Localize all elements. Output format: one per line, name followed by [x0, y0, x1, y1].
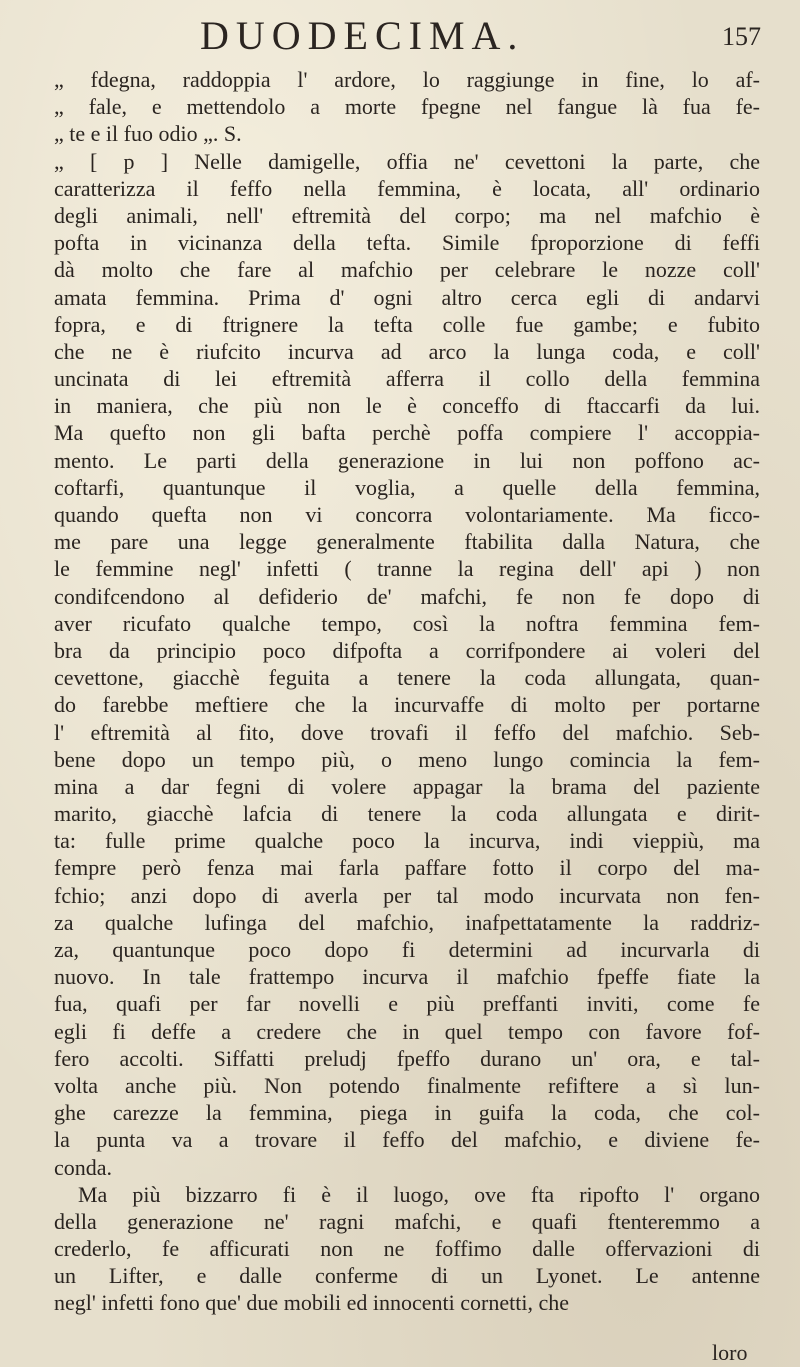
text-line: „ [ p ] Nelle damigelle, offia ne' cevettoni la parte, che [54, 148, 760, 174]
text-line: fua, quafi per far novelli e più preffanti inviti, come fe [54, 991, 760, 1017]
page-header [0, 14, 800, 58]
page-number: 157 [722, 22, 761, 51]
text-line: amata femmina. Prima d' ogni altro cerca egli di andarvi [54, 284, 760, 310]
text-line: „ te e il fuo odio „. S. [54, 121, 242, 147]
text-line: la punta va a trovare il feffo del mafchio, e diviene fe- [54, 1127, 760, 1153]
text-line: della generazione ne' ragni mafchi, e quafi ftenteremmo a [54, 1208, 760, 1234]
text-line: bene dopo un tempo più, o meno lungo comincia la fem- [54, 746, 760, 772]
text-line: condifcendono al defiderio de' mafchi, fe non fe dopo di [54, 583, 760, 609]
text-line: conda. [54, 1154, 113, 1180]
text-line: caratterizza il feffo nella femmina, è locata, all' ordinario [54, 175, 760, 201]
text-line: ta: fulle prime qualche poco la incurva, indi vieppiù, ma [54, 828, 760, 854]
text-line: bra da principio poco difpofta a corrifpondere ai voleri del [54, 637, 760, 663]
text-line: nuovo. In tale frattempo incurva il mafchio fpeffe fiate la [54, 964, 760, 990]
text-line: dà molto che fare al mafchio per celebrare le nozze coll' [54, 257, 760, 283]
text-line: mina a dar fegni di volere appagar la brama del paziente [54, 773, 760, 799]
text-line: un Lifter, e dalle conferme di un Lyonet. Le antenne [54, 1263, 760, 1289]
text-line: „ fdegna, raddoppia l' ardore, lo raggiunge in fine, lo af- [54, 67, 760, 92]
text-line: l' eftremità al fito, dove trovafi il feffo del mafchio. Seb- [54, 719, 760, 745]
running-head: DUODECIMA. [200, 13, 525, 58]
text-line: egli fi deffe a credere che in quel tempo con favore fof- [54, 1018, 760, 1044]
text-line: le femmine negl' infetti ( tranne la regina dell' api ) non [54, 556, 760, 582]
text-line: cevettone, giacchè feguita a tenere la coda allungata, quan- [54, 665, 760, 691]
text-line: ghe carezze la femmina, piega in guifa la coda, che col- [54, 1100, 760, 1126]
text-line: in maniera, che più non le è conceffo di ftaccarfi da lui. [54, 393, 760, 419]
body-text [54, 66, 760, 1317]
text-line: do farebbe meftiere che la incurvaffe di molto per portarne [54, 692, 760, 718]
text-line: degli animali, nell' eftremità del corpo; ma nel mafchio è [54, 202, 760, 228]
text-line: quando quefta non vi concorra volontariamente. Ma ficco- [54, 502, 760, 527]
catchword: loro [712, 1340, 748, 1365]
text-line: fempre però fenza mai farla paffare fotto il corpo del ma- [54, 855, 760, 881]
text-line: volta anche più. Non potendo finalmente refiftere a sì lun- [54, 1072, 760, 1098]
text-line: Ma quefto non gli bafta perchè poffa compiere l' accoppia- [54, 420, 760, 446]
text-line: negl' infetti fono que' due mobili ed innocenti cornetti, che [54, 1290, 570, 1316]
text-line: mento. Le parti della generazione in lui non poffono ac- [54, 447, 760, 473]
text-line: crederlo, fe afficurati non ne foffimo dalle offervazioni di [54, 1236, 760, 1262]
text-line: pofta in vicinanza della tefta. Simile fproporzione di feffi [54, 230, 760, 256]
text-line: Ma più bizzarro fi è il luogo, ove fta ripofto l' organo [78, 1181, 760, 1207]
text-line: che ne è riufcito incurva ad arco la lunga coda, e coll' [54, 338, 760, 364]
text-line: za, quantunque poco dopo fi determini ad incurvarla di [54, 937, 760, 962]
text-line: uncinata di lei eftremità afferra il collo della femmina [54, 366, 760, 392]
text-line: fopra, e di ftrignere la tefta colle fue gambe; e fubito [54, 311, 760, 337]
text-line: „ fale, e mettendolo a morte fpegne nel fangue là fua fe- [54, 94, 760, 120]
text-line: coftarfi, quantunque il voglia, a quelle della femmina, [54, 474, 760, 500]
text-line: za qualche lufinga del mafchio, inafpettatamente la raddriz- [54, 909, 760, 935]
text-line: aver ricufato qualche tempo, così la noftra femmina fem- [54, 610, 760, 636]
text-line: fchio; anzi dopo di averla per tal modo incurvata non fen- [54, 882, 760, 908]
text-line: marito, giacchè lafcia di tenere la coda allungata e dirit- [54, 801, 760, 827]
text-line: fero accolti. Siffatti preludj fpeffo durano un' ora, e tal- [54, 1045, 760, 1071]
text-line: me pare una legge generalmente ftabilita dalla Natura, che [54, 529, 760, 555]
